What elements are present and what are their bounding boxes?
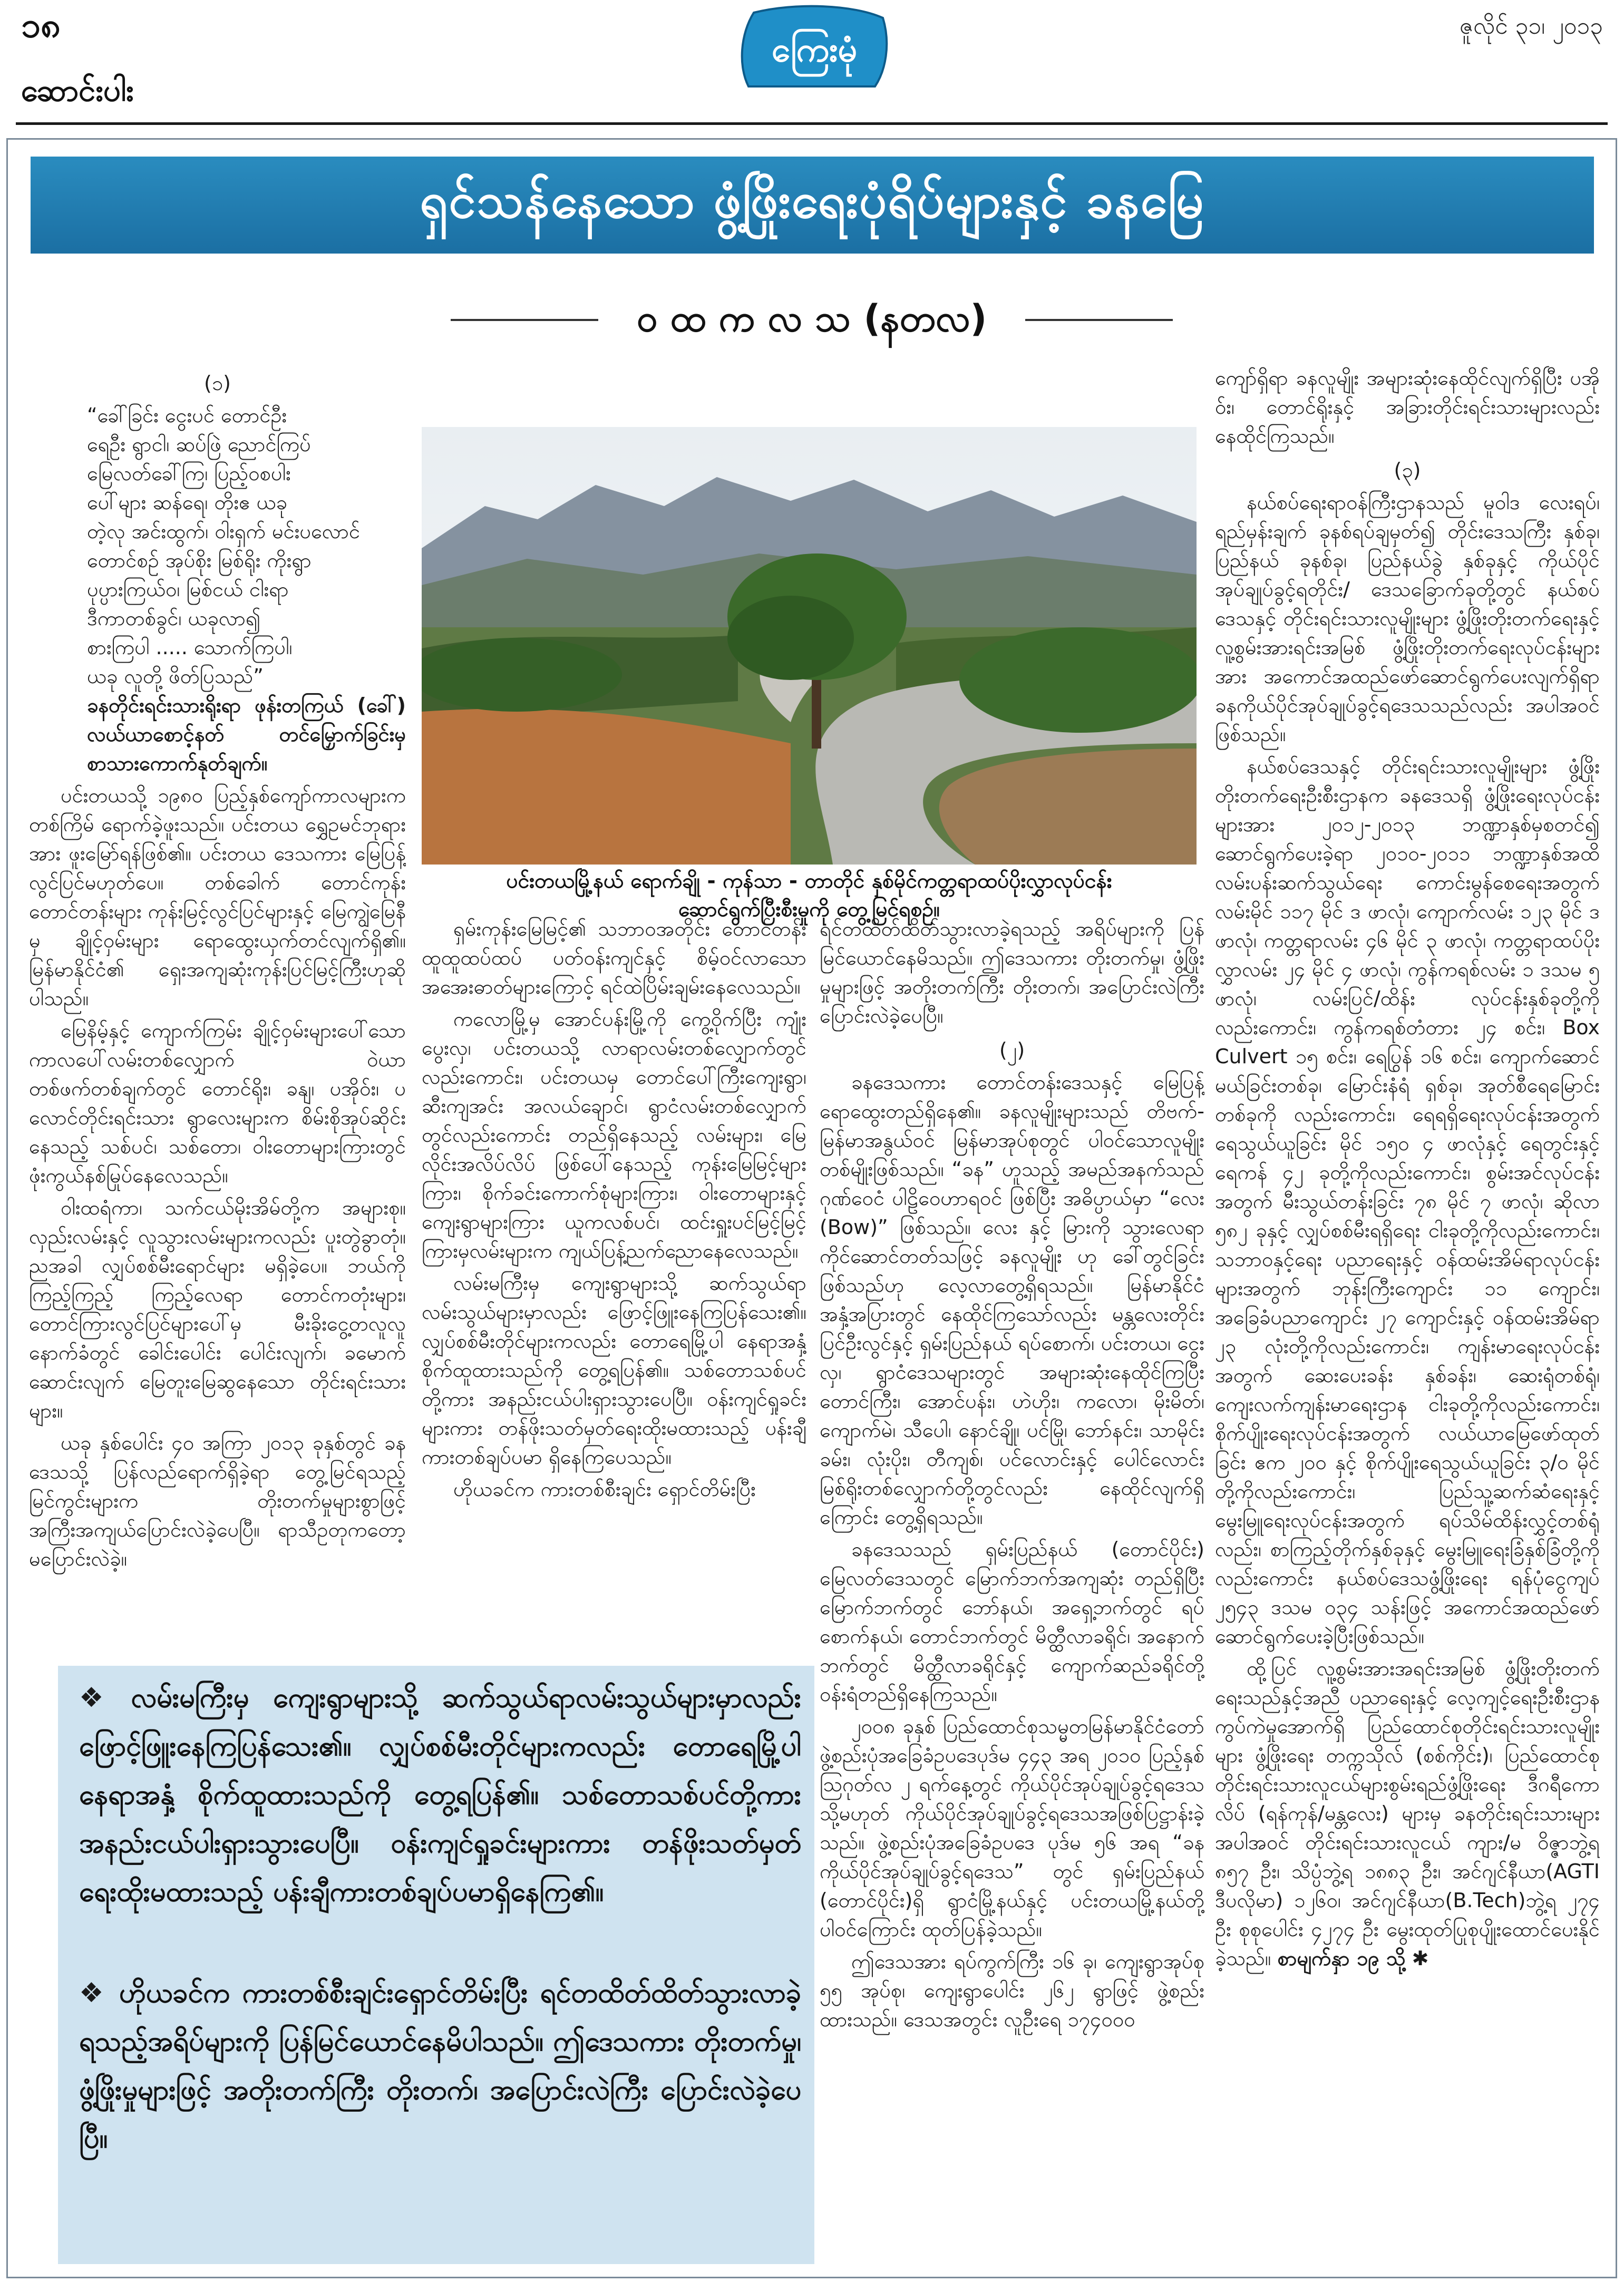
- text-column-4: [1215, 364, 1600, 2267]
- paragraph: ကလောမြို့မှ အောင်ပန်းမြို့ကို ကွေ့ဝိုက်ပြီး ကျုံးပွေးလှ၊ ပင်းတယသို့ လာရာလမ်းတစ်လျှောက်တွင်လည်းကောင်း၊ ပင်းတယမှ တောင်ပေါ်ကြီးကျေးရွာ၊ ဆီးကျအင်း အလယ်ချောင်၊ ရွာငံလမ်းတစ်လျှောက်တွင်လည်းကောင်း တည်ရှိနေသည့် လမ်းများ၊ မြေလိုင်းအလိပ်လိပ် ဖြစ်ပေါ်နေသည့် ကုန်းမြေမြင့်များကြား၊ စိုက်ခင်းကောက်စုံများကြား၊ ဝါးတောများနှင့် ကျေးရွာများကြား ယူကလစ်ပင်၊ ထင်းရှူးပင်မြင့်မြင့်ကြားမှလမ်းများက ကျယ်ပြန့်ညက်ညောနေလေသည်။: [422, 1007, 806, 1263]
- poem-line: ရေဦး ရွာငါ၊ ဆပ်ဖြဲ ညောင်ကြပ်: [87, 433, 311, 456]
- pull-quote-text: ဟိုယခင်က ကားတစ်စီးချင်းရှောင်တိမ်းပြီး ရင်တထိတ်ထိတ်သွားလာခဲ့ရသည့်အရိပ်များကို ပြန်မြင်ယောင်နေမိပါသည်။ ဤဒေသကား တိုးတက်မှု၊ ဖွံ့ဖြိုးမှုများဖြင့် အတိုးတက်ကြီး တိုးတက်၊ အပြောင်းလဲကြီး ပြောင်းလဲခဲ့ပေပြီ။: [79, 1977, 801, 2154]
- section-label: ဆောင်းပါး: [21, 72, 134, 108]
- paragraph: ဤဒေသအား ရပ်ကွက်ကြီး ၁၆ ခု၊ ကျေးရွာအုပ်စု ၅၅ အုပ်စု၊ ကျေးရွာပေါင်း ၂၆၂ ရွာဖြင့် ဖွဲ့စည်းထားသည်။ ဒေသအတွင်း လူဦးရေ ၁၇၄၀၀၀: [820, 1950, 1204, 2031]
- poem-line: ယခု လူတို့ ဖိတ်ပြသည်”: [87, 665, 264, 688]
- paragraph: ပင်းတယသို့ ၁၉၈၀ ပြည့်နှစ်ကျော်ကာလများက တစ်ကြိမ် ရောက်ခဲ့ဖူးသည်။ ပင်းတယ ရွှေဥမင်ဘုရားအား ဖူးမြော်ရန်ဖြစ်၏။ ပင်းတယ ဒေသကား မြေပြန့်လွင်ပြင်မဟုတ်ပေ။ တစ်ခေါက် တောင်ကုန်းတောင်တန်းများ ကုန်းမြင့်လွင်ပြင်များနှင့် မြေကျွဲမြေနီမှ ချိုင့်ဝှမ်းများ ရောထွေးယှက်တင်လျက်ရှိ၏။ မြန်မာနိုင်ငံ၏ ရှေးအကျဆုံးကုန်းပြင်မြင့်ကြီးဟုဆိုပါသည်။: [29, 784, 406, 1010]
- issue-date: ဇူလိုင် ၃၁၊ ၂၀၁၃: [1459, 13, 1603, 40]
- poem-line: ပုပ္ပားကြယ်ဝ၊ မြစ်ငယ် ငါးရာ: [87, 578, 289, 601]
- poem-line: “ခေါ်ခြင်း ငွေးပင် တောင်ဦး: [87, 404, 287, 427]
- section-heading-2: (၂): [999, 1038, 1025, 1062]
- page-number: ၁၈: [21, 5, 61, 45]
- diamond-bullet-icon: ❖: [79, 1682, 119, 1714]
- article-byline: ဝ ထ က လ သ (နတလ): [636, 297, 987, 340]
- masthead-logo: [733, 2, 896, 92]
- text-column-3: [820, 915, 1204, 2264]
- photo-caption-line-1: ပင်းတယမြို့နယ် ရောက်ချို - ကုန်သာ - တာတိုင် နှစ်မိုင်ကတ္တရာထပ်ပိုးလွှာလုပ်ငန်း: [506, 869, 1112, 893]
- diamond-bullet-icon: ❖: [79, 1977, 106, 2009]
- poem-source: ခနတိုင်းရင်းသားရိုးရာ ဖုန်းတကြယ် (ခေါ်) လယ်ယာစောင့်နတ် တင်မြှောက်ခြင်းမှ စာသားကောက်နုတ်ချက်။: [87, 694, 406, 775]
- text-column-2: [422, 915, 806, 1642]
- paragraph: ရှမ်းကုန်းမြေမြင့်၏ သဘာဝအတိုင်း တောင်တန်းထူထူထပ်ထပ် ပတ်ဝန်းကျင်နှင့် စိမ့်ဝင်လာသော အအေးဓာတ်များကြောင့် ရင်ထဲပြိမ်းချမ်းနေလေသည်။: [422, 917, 806, 998]
- pull-quote-item: [79, 1674, 801, 1916]
- paragraph: [1215, 1654, 1600, 1973]
- masthead-title: ကြေးမုံ: [771, 31, 858, 70]
- paragraph: ခနဒေသကား တောင်တန်းဒေသနှင့် မြေပြန့် ရောထွေးတည်ရှိနေ၏။ ခနလူမျိုးများသည် တိဗက်-မြန်မာအနွယ်ဝင် မြန်မာအုပ်စုတွင် ပါဝင်သောလူမျိုးတစ်မျိုးဖြစ်သည်။ “ခန” ဟူသည့် အမည်အနက်သည် ဂုဏ်ဝေငံ ပါဠိဝေဟာရဝင် ဖြစ်ပြီး အဓိပ္ပာယ်မှာ “လေး (Bow)” ဖြစ်သည်။ လေး နှင့် မြားကို သွားလေရာကိုင်ဆောင်တတ်သဖြင့် ခနလူမျိုး ဟု ခေါ်တွင်ခြင်းဖြစ်သည်ဟု လေ့လာတွေ့ရှိရသည်။ မြန်မာနိုင်ငံအနှံ့အပြားတွင် နေထိုင်ကြသော်လည်း မန္တလေးတိုင်း ပြင်ဦးလွင်နှင့် ရှမ်းပြည်နယ် ရပ်စောက်၊ ပင်းတယ၊ ငွေးလှ၊ ရွာငံဒေသများတွင် အများဆုံးနေထိုင်ကြပြီး တောင်ကြီး၊ အောင်ပန်း၊ ဟဲဟိုး၊ ကလော၊ မိုးမိတ်၊ ကျောက်မဲ၊ သီပေါ၊ နောင်ချို၊ ပင်မြို၊ ဘော်နင်း၊ သာမိုင်းခမ်း၊ လုံးပိုး၊ တီကျစ်၊ ပင်လောင်းနှင့် ပေါင်လောင်းမြစ်ရိုးတစ်လျှောက်တို့တွင်လည်း နေထိုင်လျက်ရှိကြောင်း တွေ့ရှိရသည်။: [820, 1071, 1204, 1529]
- poem-line: မြေလတ်ခေါ်ကြ၊ ပြည့်ဝစပါး: [87, 462, 291, 485]
- paragraph: လမ်းမကြီးမှ ကျေးရွာများသို့ ဆက်သွယ်ရာလမ်းသွယ်များမှာလည်း ဖြောင့်ဖြူးနေကြပြန်သေး၏။ လျှပ်စစ်မီးတိုင်များကလည်း တောရေမြို့ပါ နေရာအနှံ့ စိုက်ထူထားသည်ကို တွေ့ရပြန်၏။ သစ်တောသစ်ပင်တို့ကား အနည်းငယ်ပါးရှားသွားပေပြီ။ ဝန်းကျင်ရှုခင်းများကား တန်ဖိုးသတ်မှတ်ရေးထိုးမထားသည့် ပန်းချီကားတစ်ချပ်ပမာ ရှိနေကြပေသည်။: [422, 1271, 806, 1469]
- paragraph: ၂၀၀၈ ခုနှစ် ပြည်ထောင်စုသမ္မတမြန်မာနိုင်ငံတော်ဖွဲ့စည်းပုံအခြေခံဥပဒေပုဒ်မ ၄၄၃ အရ ၂၀၁၀ ပြည့်နှစ် ဩဂုတ်လ ၂ ရက်နေ့တွင် ကိုယ်ပိုင်အုပ်ချုပ်ခွင့်ရဒေသ သို့မဟုတ် ကိုယ်ပိုင်အုပ်ချုပ်ခွင့်ရဒေသအဖြစ်ပြဋ္ဌာန်းခဲ့သည်။ ဖွဲ့စည်းပုံအခြေခံဥပဒေ ပုဒ်မ ၅၆ အရ “ခနကိုယ်ပိုင်အုပ်ချုပ်ခွင့်ရဒေသ” တွင် ရှမ်းပြည်နယ် (တောင်ပိုင်း)ရှိ ရွာငံမြို့နယ်နှင့် ပင်းတယမြို့နယ်တို့ပါဝင်ကြောင်း ထုတ်ပြန်ခဲ့သည်။: [820, 1715, 1204, 1941]
- article-headline: ရှင်သန်နေသော ဖွံ့ဖြိုးရေးပုံရိပ်များနှင့် ခနမြေ: [420, 172, 1205, 229]
- paragraph: ရင်တထိတ်ထိတ်သွားလာခဲ့ရသည့် အရိပ်များကို ပြန်မြင်ယောင်နေမိသည်။ ဤဒေသကား တိုးတက်မှု၊ ဖွံ့ဖြိုးမှုများဖြင့် အတိုးတက်ကြီး တိုးတက်၊ အပြောင်းလဲကြီး ပြောင်းလဲခဲ့ပေပြီ။: [820, 917, 1204, 1027]
- poem-line: စားကြပါ ..... သောက်ကြပါ၊: [87, 636, 293, 659]
- poem-line: တောင်စဉ် အုပ်စိုး မြစ်ရိုး ကိုးရွာ: [87, 549, 312, 572]
- header-divider: [16, 122, 1608, 125]
- road-photo: [422, 427, 1197, 865]
- photo-caption-line-2: ဆောင်ရွက်ပြီးစီးမှုကို တွေ့မြင်ရစဉ်။: [678, 898, 940, 921]
- paragraph: ကျော်ရှိရာ ခနလူမျိုး အများဆုံးနေထိုင်လျက်ရှိပြီး ပအိုဝ်း၊ တောင်ရိုးနှင့် အခြားတိုင်းရင်းသားများလည်း နေထိုင်ကြသည်။: [1215, 366, 1600, 448]
- paragraph: ဝါးထရံကာ၊ သက်ငယ်မိုးအိမ်တို့က အများစု။ လှည်းလမ်းနှင့် လူသွားလမ်းများကလည်း ပူးတွဲခွာတုံ။ ညအခါ လျှပ်စစ်မီးရောင်များ မရှိခဲ့ပေ။ ဘယ်ကိုကြည့်ကြည့် ကြည့်လေရာ တောင်ကတုံးများ၊ တောင်ကြားလွင်ပြင်များပေါ်မှ မီးခိုးငွေ့တလူလူနောက်ခံတွင် ခေါင်းပေါင်း ပေါင်းလျက်၊ ခမောက်ဆောင်းလျက် မြေတူးမြေဆွနေသော တိုင်းရင်းသားများ။: [29, 1196, 406, 1422]
- paragraph: ဟိုယခင်က ကားတစ်စီးချင်း ရှောင်တိမ်းပြီး: [453, 1478, 756, 1501]
- paragraph: နယ်စပ်ဒေသနှင့် တိုင်းရင်းသားလူမျိုးများ ဖွံ့ဖြိုးတိုးတက်ရေးဦးစီးဌာနက ခနဒေသရှိ ဖွံ့ဖြိုးရေးလုပ်ငန်းများအား ၂၀၁၂-၂၀၁၃ ဘဏ္ဍာနှစ်မှစတင်၍ ဆောင်ရွက်ပေးခဲ့ရာ ၂၀၁၀-၂၀၁၁ ဘဏ္ဍာနှစ်အထိ လမ်းပန်းဆက်သွယ်ရေး ကောင်းမွန်စေရေးအတွက် လမ်းမိုင် ၁၁၇ မိုင် ဒ ဖာလုံ၊ ကျောက်လမ်း ၁၂၃ မိုင် ဒ ဖာလုံ၊ ကတ္တရာလမ်း ၄၆ မိုင် ၃ ဖာလုံ၊ ကတ္တရာထပ်ပိုးလွှာလမ်း ၂၄ မိုင် ၄ ဖာလုံ၊ ကွန်ကရစ်လမ်း ၁ ဒသမ ၅ ဖာလုံ၊ လမ်းပြင်/ထိန်း လုပ်ငန်းနှစ်ခုတို့ကို လည်းကောင်း၊ ကွန်ကရစ်တံတား ၂၄ စင်း၊ Box Culvert ၁၅ စင်း၊ ရေပြွန် ၁၆ စင်း၊ ကျောက်ဆောင်မယ်ခြင်းတစ်ခု၊ မြောင်းနံရံ ရှစ်ခု၊ အုတ်စီရေမြောင်း တစ်ခုကို လည်းကောင်း၊ ရေရရှိရေးလုပ်ငန်းအတွက် ရေသွယ်ယူခြင်း မိုင် ၁၅၀ ၄ ဖာလုံနှင့် ရေတွင်းနှင့်ရေကန် ၄၂ ခုတို့ကိုလည်းကောင်း၊ စွမ်းအင်လုပ်ငန်းအတွက် မီးသွယ်တန်းခြင်း ၇၈ မိုင် ၇ ဖာလုံ၊ ဆိုလာ ၅၈၂ ခုနှင့် လျှပ်စစ်မီးရရှိရေး ငါးခုတို့ကိုလည်းကောင်း၊ သဘာဝနှင့်ရေး ပညာရေးနှင့် ဝန်ထမ်းအိမ်ရာလုပ်ငန်းများအတွက် ဘုန်းကြီးကျောင်း ၁၁ ကျောင်း၊ အခြေခံပညာကျောင်း ၂၇ ကျောင်းနှင့် ဝန်ထမ်းအိမ်ရာ ၂၃ လုံးတို့ကိုလည်းကောင်း၊ ကျန်းမာရေးလုပ်ငန်းအတွက် ဆေးပေးခန်း နှစ်ခန်း၊ ဆေးရုံတစ်ရုံ၊ ကျေးလက်ကျန်းမာရေးဌာန ငါးခုတို့ကိုလည်းကောင်း၊ စိုက်ပျိုးရေးလုပ်ငန်းအတွက် လယ်ယာမြေဖော်ထုတ်ခြင်း ဧက ၂၀၀ နှင့် စိုက်ပျိုးရေသွယ်ယူခြင်း ၃/၀ မိုင်တို့ကိုလည်းကောင်း၊ ပြည်သူ့ဆက်ဆံရေးနှင့် မွေးမြူရေးလုပ်ငန်းအတွက် ရပ်သိမ်ထိန်းလွှင့်တစ်ရုံလည်း၊ စာကြည့်တိုက်နှစ်ခုနှင့် မွေးမြူရေးခြံနှစ်ခြံတို့ကို လည်းကောင်း နယ်စပ်ဒေသဖွံ့ဖြိုးရေး ရန်ပုံငွေကျပ် ၂၅၄၃ ဒသမ ၀၃၄ သန်းဖြင့် အကောင်အထည်ဖော်ဆောင်ရွက်ပေးခဲ့ပြီးဖြစ်သည်။: [1215, 755, 1600, 1648]
- poem-line: တဲ့လု အင်းထွက်၊ ဝါးရှက် မင်းပလောင်: [87, 520, 361, 543]
- byline-rule-left: [451, 319, 598, 321]
- paragraph-text: ထို့ပြင် လူ့စွမ်းအားအရင်းအမြစ် ဖွံ့ဖြိုးတိုးတက်ရေးသည်နှင့်အညီ ပညာရေးနှင့် လေ့ကျင့်ရေးဦးစီးဌာန ကွပ်ကဲမှုအောက်ရှိ ပြည်ထောင်စုတိုင်းရင်းသားလူမျိုးများ ဖွံ့ဖြိုးရေး တက္ကသိုလ် (စစ်ကိုင်း)၊ ပြည်ထောင်စုတိုင်းရင်းသားလူငယ်များစွမ်းရည်ဖွံ့ဖြိုးရေး ဒီဂရီကောလိပ် (ရန်ကုန်/မန္တလေး) များမှ ခနတိုင်းရင်းသားများ အပါအဝင် တိုင်းရင်းသားလူငယ် ကျား/မ ဝိဇ္ဇာဘွဲ့ရ ၈၅၇ ဦး၊ သိပ္ပံဘွဲ့ရ ၁၈၈၃ ဦး၊ အင်ဂျင်နီယာ(AGTI ဒီပလိုမာ) ၁၂၆၀၊ အင်ဂျင်နီယာ(B.Tech)ဘွဲ့ရ ၂၇၄ ဦး စုစုပေါင်း ၄၂၇၄ ဦး မွေးထုတ်ပြုစုပျိုးထောင်ပေးနိုင်ခဲ့သည်။: [1215, 1657, 1600, 1970]
- paragraph: ယခု နှစ်ပေါင်း ၄၀ အကြာ ၂၀၁၃ ခုနှစ်တွင် ခနဒေသသို့ ပြန်လည်ရောက်ရှိခဲ့ရာ တွေ့မြင်ရသည့်မြင်ကွင်းများက တိုးတက်မှုများစွာဖြင့် အကြီးအကျယ်ပြောင်းလဲခဲ့ပေပြီ။ ရာသီဥတုကတော့ မပြောင်းလဲခဲ့။: [29, 1431, 406, 1570]
- paragraph: ခနဒေသသည် ရှမ်းပြည်နယ် (တောင်ပိုင်း) မြေလတ်ဒေသတွင် မြောက်ဘက်အကျဆုံး တည်ရှိပြီး မြောက်ဘက်တွင် ဘော်နယ်၊ အရှေ့ဘက်တွင် ရပ်စောက်နယ်၊ တောင်ဘက်တွင် မိတ္ထီလာခရိုင်၊ အနောက်ဘက်တွင် မိတ္ထီလာခရိုင်နှင့် ကျောက်ဆည်ခရိုင်တို့ ဝန်းရံတည်ရှိနေကြသည်။: [820, 1538, 1204, 1706]
- section-heading-3: (၃): [1394, 459, 1421, 482]
- pull-quote-item: [79, 1969, 801, 2163]
- continued-note: စာမျက်နှာ ၁၉ သို့: [1277, 1947, 1406, 1970]
- end-mark: ✱: [1412, 1947, 1429, 1970]
- paragraph: မြေနိမ့်နှင့် ကျောက်ကြမ်း ချိုင့်ဝှမ်းများပေါ်သော ကာလပေါ်လမ်းတစ်လျှောက် ဝဲယာတစ်ဖက်တစ်ချက်တွင် တောင်ရိုး၊ ခနျ၊ ပအိုဝ်း၊ ပလောင်တိုင်းရင်းသား ရွာလေးများက စိမ်းစိုအုပ်ဆိုင်းနေသည့် သစ်ပင်၊ သစ်တော၊ ဝါးတောများကြားတွင် ဖုံးကွယ်နစ်မြုပ်နေလေသည်။: [29, 1019, 406, 1187]
- section-heading-1: (၁): [203, 372, 231, 395]
- text-column-1: [29, 364, 406, 1629]
- poem-line: ပေါ်များ ဆန်ရေ၊ တိုးဧ ယခု: [87, 491, 287, 514]
- paragraph: နယ်စပ်ရေးရာဝန်ကြီးဌာနသည် မူဝါဒ လေးရပ်၊ ရည်မှန်းချက် ခုနစ်ရပ်ချမှတ်၍ တိုင်းဒေသကြီး နှစ်ခု၊ ပြည်နယ် ခုနစ်ခု၊ ပြည်နယ်ခွဲ နှစ်ခုနှင့် ကိုယ်ပိုင်အုပ်ချုပ်ခွင့်ရတိုင်း/ ဒေသခြောက်ခုတို့တွင် နယ်စပ်ဒေသနှင့် တိုင်းရင်းသားလူမျိုးများ ဖွံ့ဖြိုးတိုးတက်ရေးနှင့် လူ့စွမ်းအားရင်းအမြစ် ဖွံ့ဖြိုးတိုးတက်ရေးလုပ်ငန်းများအား အကောင်အထည်ဖော်ဆောင်ရွက်ပေးလျက်ရှိရာ ခနကိုယ်ပိုင်အုပ်ချုပ်ခွင့်ရဒေသသည်လည်း အပါအဝင်ဖြစ်သည်။: [1215, 491, 1600, 746]
- pull-quote-text: လမ်းမကြီးမှ ကျေးရွာများသို့ ဆက်သွယ်ရာလမ်းသွယ်များမှာလည်း ဖြောင့်ဖြူးနေကြပြန်သေး၏။ လျှပ်စစ်မီးတိုင်များကလည်း တောရေမြို့ပါ နေရာအနှံ့ စိုက်ထူထားသည်ကို တွေ့ရပြန်၏။ သစ်တောသစ်ပင်တို့ကား အနည်းငယ်ပါးရှားသွားပေပြီ။ ဝန်းကျင်ရှုခင်းများကား တန်ဖိုးသတ်မှတ်ရေးထိုးမထားသည့် ပန်းချီကားတစ်ချပ်ပမာရှိနေကြ၏။: [79, 1682, 801, 1908]
- poem-line: ဒီကာတစ်ခွင်၊ ယခုလာ၍: [87, 607, 261, 630]
- opening-poem: [29, 401, 406, 691]
- byline-rule-right: [1025, 319, 1173, 321]
